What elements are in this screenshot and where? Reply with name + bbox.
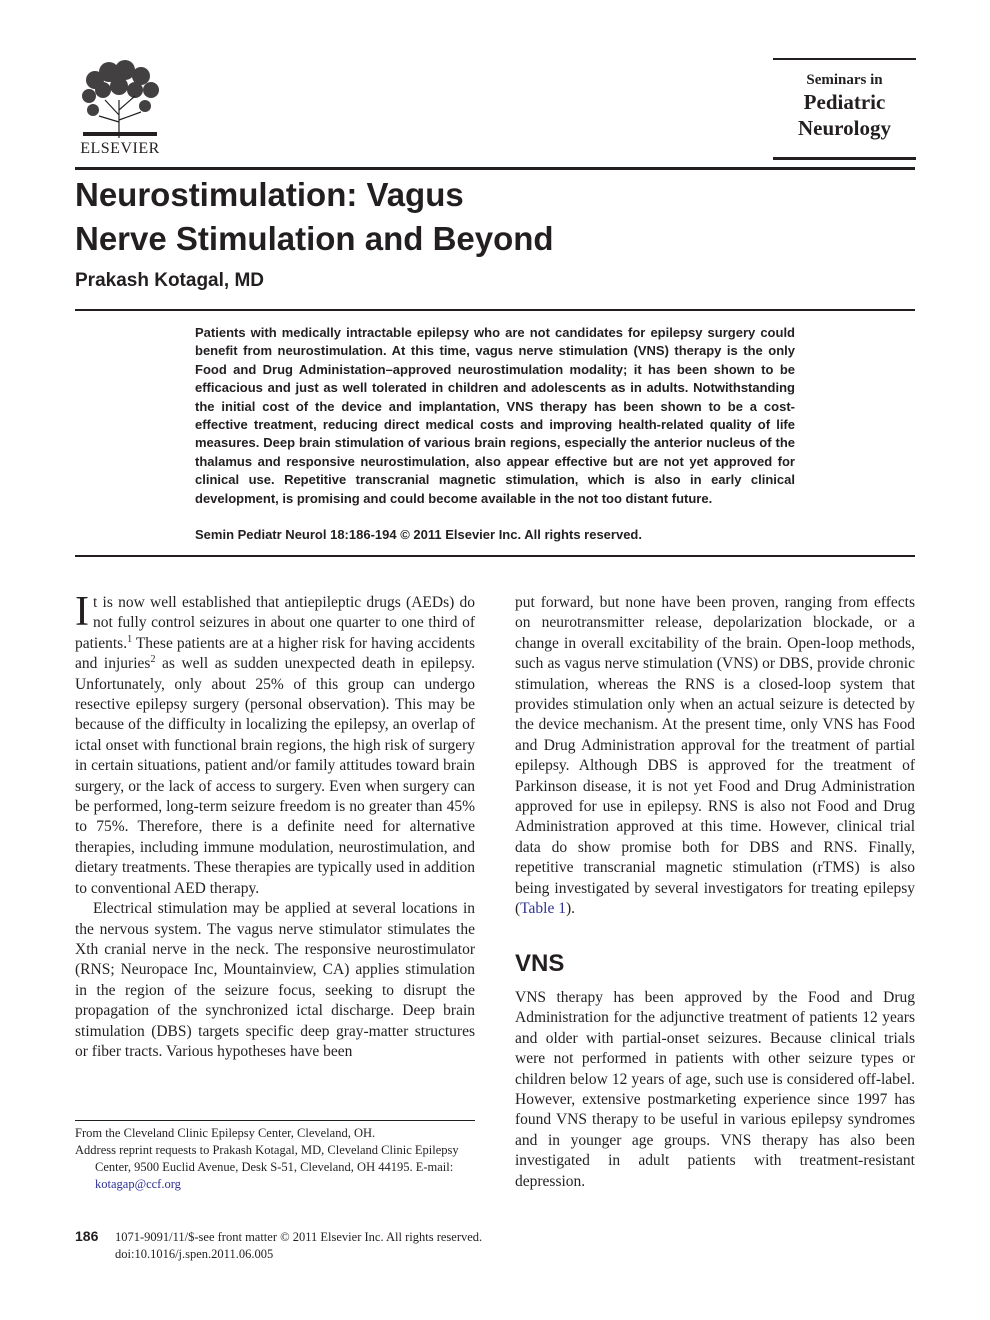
section-heading-vns: VNS: [515, 950, 565, 977]
reprint-note: [75, 1142, 475, 1193]
paragraph-intro: [75, 589, 476, 899]
footer-copyright: 1071-9091/11/$-see front matter © 2011 Elsevier Inc. All rights reserved.: [115, 1230, 483, 1244]
body-column-left: [75, 589, 476, 1062]
footnotes: [75, 1125, 475, 1193]
abstract-top-rule: [75, 309, 915, 311]
intro-text-b: These patients are at a higher risk for having accidents and injuries: [75, 634, 475, 673]
author-name: Prakash Kotagal, MD: [75, 270, 264, 291]
citation: Semin Pediatr Neurol 18:186-194 © 2011 Elsevier Inc. All rights reserved.: [195, 527, 642, 542]
journal-series: Seminars in: [806, 72, 883, 88]
body-column-right: [515, 593, 915, 920]
footer-info: [115, 1229, 482, 1263]
footnote-rule: [75, 1120, 475, 1121]
header-rule: [75, 167, 915, 170]
reference-2[interactable]: 2: [150, 654, 156, 666]
hypotheses-text-a: put forward, but none have been proven, ranging from effects on neurotransmitter release, depolarization blockade, or a change in overall excitability of the brain. Open-loop methods, such as vagus nerve stimulation (VNS) or DBS, provide chronic stimulation, whereas the RNS is a closed-loop system that provides stimulation only when an actual seizure is detected by the device mechanism. At the present time, only VNS has Food and Drug Administration approval for the treatment of partial epilepsy. Although DBS is approved for the treatment of Parkinson disease, it is not yet Food and Drug Administration approved for use in epilepsy. RNS is also not Food and Drug Administration approved at this time. However, clinical trial data do show promise both for DBS and RNS. Finally, repetitive transcranial magnetic stimulation (rTMS) is also being investigated by several investigators for treating epilepsy (: [515, 594, 915, 918]
footer-doi: doi:10.1016/j.spen.2011.06.005: [115, 1247, 274, 1261]
publisher-name: ELSEVIER: [80, 140, 160, 157]
article-title: [75, 173, 675, 261]
reprint-address: Address reprint requests to Prakash Kotagal, MD, Cleveland Clinic Epilepsy Center, 9500 Euclid Avenue, Desk S-51, Cleveland, OH 44195. E-mail:: [75, 1143, 459, 1174]
hypotheses-text-b: ).: [566, 900, 576, 918]
journal-name-line2: Neurology: [798, 116, 891, 140]
abstract-bottom-rule: [75, 555, 915, 557]
reference-1[interactable]: 1: [127, 633, 133, 645]
intro-text-c: as well as sudden unexpected death in epilepsy. Unfortunately, only about 25% of this group can undergo resective epilepsy surgery (personal observation). This may be because of the difficulty in localizing the epilepsy, an overlap of ictal onset with functional brain regions, the high risk of surgery in certain situations, patient and/or family attitudes toward brain surgery, or the lack of access to surgery. Even when surgery can be performed, long-term seizure freedom is no greater than 45% to 75%. Therefore, there is a definite need for alternative therapies, including immune modulation, neurostimulation, and dietary treatments. These therapies are typically used in addition to conventional AED therapy.: [75, 655, 476, 897]
abstract: Patients with medically intractable epilepsy who are not candidates for epilepsy surgery could benefit from neurostimulation. At this time, vagus nerve stimulation (VNS) therapy is the only Food and Drug Administation–approved neurostimulation modality; it has been shown to be efficacious and just as well tolerated in children and adolescents as in adults. Notwithstanding the initial cost of the device and implantation, VNS therapy has been shown to be a cost-effective treatment, reducing direct medical costs and improving health-related quality of life measures. Deep brain stimulation of various brain regions, especially the anterior nucleus of the thalamus and responsive neurostimulation, also appear effective but are not yet approved for clinical use. Repetitive transcranial magnetic stimulation, which is also in early clinical development, is promising and could become available in the not too distant future.: [195, 325, 795, 506]
journal-masthead: [773, 58, 916, 160]
intro-text-a: t is now well established that antiepileptic drugs (AEDs) do not fully control seizures in about one quarter to one third of patients.: [75, 594, 475, 652]
paragraph-electrical-stimulation: Electrical stimulation may be applied at several locations in the nervous system. The vagus nerve stimulator stimulates the Xth cranial nerve in the neck. The responsive neurostimulator (RNS; Neuropace Inc, Mountainview, CA) applies stimulation in the region of the seizure focus, seeking to disrupt the propagation of the synchronized ictal discharge. Deep brain stimulation (DBS) targets specific deep gray-matter structures or fiber tracts. Various hypotheses have been: [75, 900, 475, 1060]
drop-cap: I: [75, 589, 89, 635]
affiliation-note: From the Cleveland Clinic Epilepsy Center, Cleveland, OH.: [75, 1126, 376, 1140]
title-line1: Neurostimulation: Vagus: [75, 176, 464, 213]
body-column-right-vns: [515, 988, 915, 1192]
journal-name-line1: Pediatric: [803, 90, 886, 114]
page-number: 186: [75, 1228, 99, 1244]
paragraph-hypotheses: [515, 593, 915, 920]
paragraph-vns: VNS therapy has been approved by the Food and Drug Administration for the adjunctive treatment of patients 12 years and older with partial-onset seizures. Because clinical trials were not performed in patients with other seizure types or children below 12 years of age, such use is considered off-label. However, extensive postmarketing experience since 1997 has found VNS therapy to be useful in various epilepsy syndromes and in younger age groups. VNS therapy has also been investigated in adult patients with treatment-resistant depression.: [515, 989, 915, 1190]
email-link[interactable]: kotagap@ccf.org: [95, 1177, 181, 1191]
table-1-link[interactable]: Table 1: [520, 900, 566, 918]
title-line2: Nerve Stimulation and Beyond: [75, 220, 554, 257]
